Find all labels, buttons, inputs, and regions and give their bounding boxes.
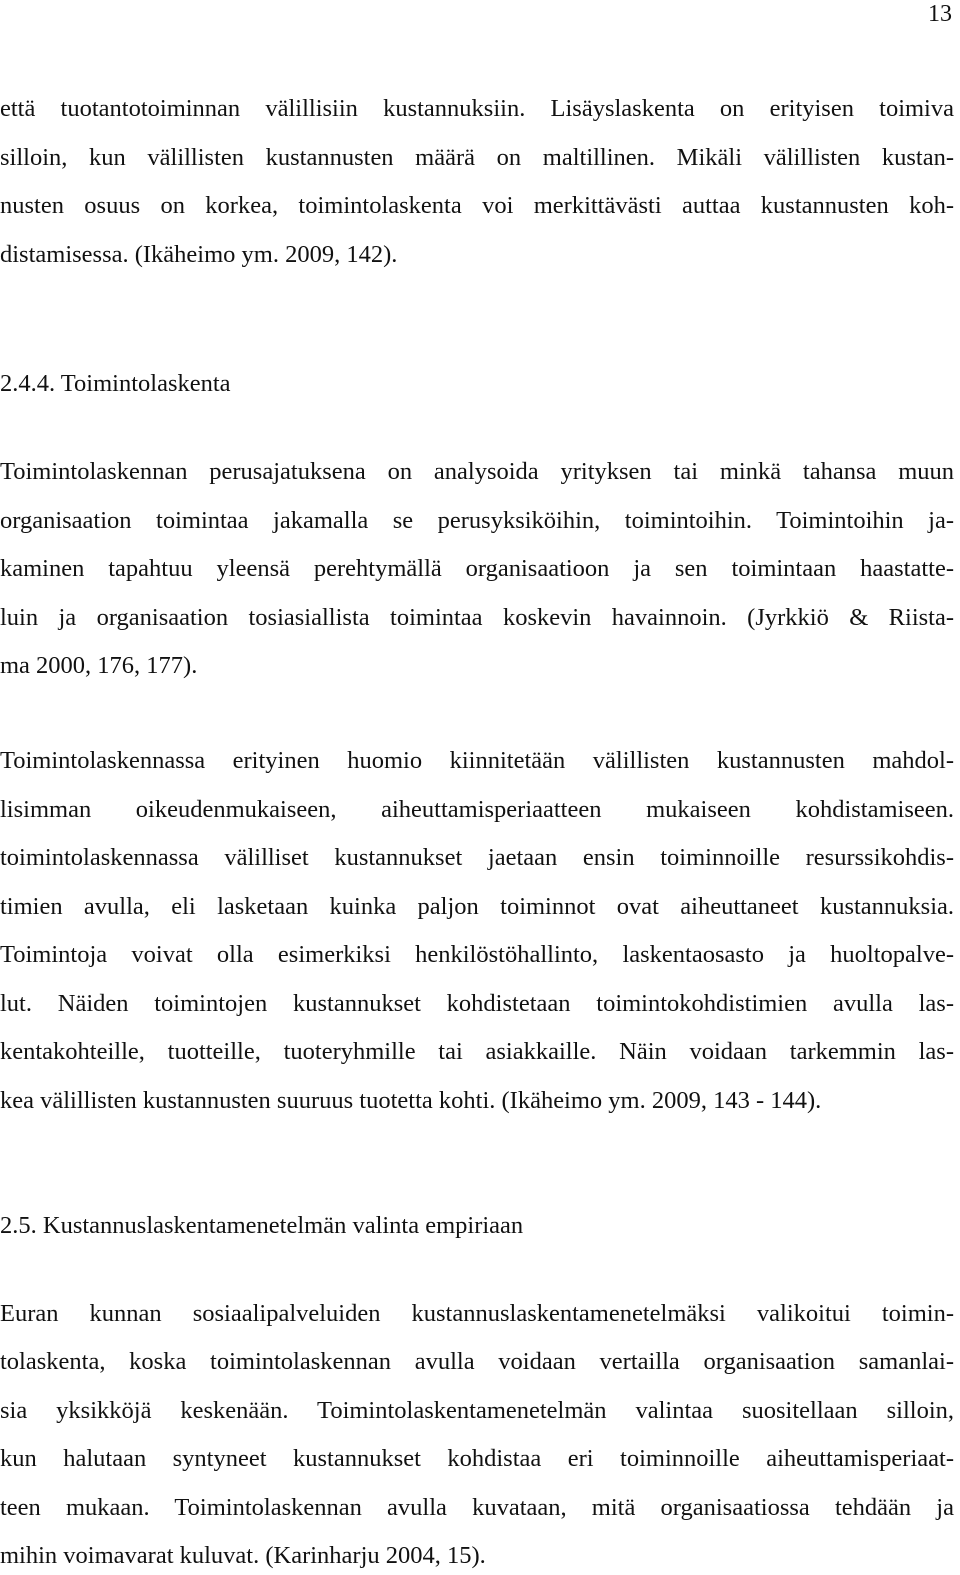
text-line: lisimman oikeudenmukaiseen, aiheuttamisperiaatteen mukaiseen kohdistamiseen.: [0, 796, 954, 823]
text-line: teen mukaan. Toimintolaskennan avulla kuvataan, mitä organisaatiossa tehdään ja: [0, 1494, 954, 1521]
text-line: lut. Näiden toimintojen kustannukset kohdistetaan toimintokohdistimien avulla las-: [0, 990, 954, 1017]
text-line: organisaation toimintaa jakamalla se perusyksiköihin, toimintoihin. Toimintoihin ja-: [0, 507, 954, 534]
text-line: Euran kunnan sosiaalipalveluiden kustannuslaskentamenetelmäksi valikoitui toimin-: [0, 1300, 954, 1327]
text-line: kaminen tapahtuu yleensä perehtymällä organisaatioon ja sen toimintaan haastatte-: [0, 555, 954, 582]
text-line: Toimintolaskennassa erityinen huomio kiinnitetään välillisten kustannusten mahdol-: [0, 747, 954, 774]
text-line: timien avulla, eli lasketaan kuinka paljon toiminnot ovat aiheuttaneet kustannuksia.: [0, 893, 954, 920]
text-line: toimintolaskennassa välilliset kustannukset jaetaan ensin toiminnoille resurssikohdis-: [0, 844, 954, 871]
text-line: distamisessa. (Ikäheimo ym. 2009, 142).: [0, 241, 398, 268]
text-line: Toimintolaskennan perusajatuksena on analysoida yrityksen tai minkä tahansa muun: [0, 458, 954, 485]
text-line: sia yksikköjä keskenään. Toimintolaskentamenetelmän valintaa suositellaan silloin,: [0, 1397, 954, 1424]
text-line: tolaskenta, koska toimintolaskennan avulla voidaan vertailla organisaation samanlai-: [0, 1348, 954, 1375]
text-line: kun halutaan syntyneet kustannukset kohdistaa eri toiminnoille aiheuttamisperiaat-: [0, 1445, 954, 1472]
text-line: kea välillisten kustannusten suuruus tuotetta kohti. (Ikäheimo ym. 2009, 143 - 144).: [0, 1087, 822, 1114]
section-heading: 2.4.4. Toimintolaskenta: [0, 370, 231, 397]
text-line: nusten osuus on korkea, toimintolaskenta voi merkittävästi auttaa kustannusten koh-: [0, 192, 954, 219]
text-line: että tuotantotoiminnan välillisiin kustannuksiin. Lisäyslaskenta on erityisen toimiva: [0, 95, 954, 122]
text-line: kentakohteille, tuotteille, tuoteryhmille tai asiakkaille. Näin voidaan tarkemmin las-: [0, 1038, 954, 1065]
text-line: luin ja organisaation tosiasiallista toimintaa koskevin havainnoin. (Jyrkkiö & Riista-: [0, 604, 954, 631]
text-line: silloin, kun välillisten kustannusten määrä on maltillinen. Mikäli välillisten kustan-: [0, 144, 954, 171]
text-line: ma 2000, 176, 177).: [0, 652, 198, 679]
page-number: 13: [928, 1, 952, 27]
text-line: Toimintoja voivat olla esimerkiksi henkilöstöhallinto, laskentaosasto ja huoltopalve-: [0, 941, 954, 968]
section-heading: 2.5. Kustannuslaskentamenetelmän valinta empiriaan: [0, 1212, 524, 1239]
text-line: mihin voimavarat kuluvat. (Karinharju 2004, 15).: [0, 1542, 486, 1569]
